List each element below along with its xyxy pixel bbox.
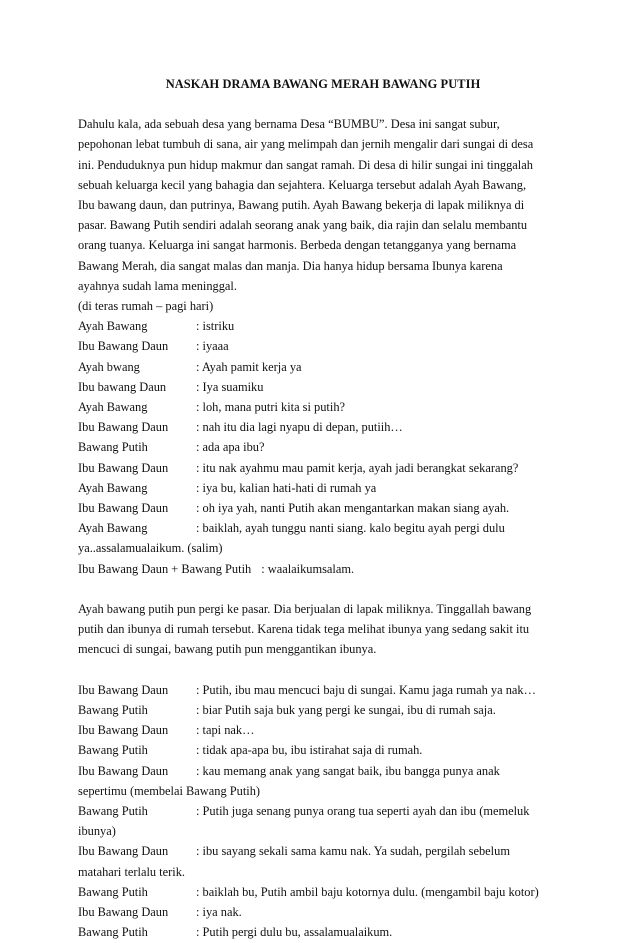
speech-text: : kau memang anak yang sangat baik, ibu bangga punya anak [196,763,500,778]
speaker-name: Ayah bwang [78,359,140,374]
speech-text: : iya bu, kalian hati-hati di rumah ya [196,480,377,495]
dialogue-continuation: ya..assalamualaikum. (salim) [78,541,223,556]
speech-text: : itu nak ayahmu mau pamit kerja, ayah jadi berangkat sekarang? [196,460,519,475]
dialogue-line [78,458,568,478]
speech-text: : Ayah pamit kerja ya [196,359,302,374]
dialogue-line [78,377,568,397]
speech-text: : oh iya yah, nanti Putih akan mengantarkan makan siang ayah. [196,501,510,516]
speech-text: : iya nak. [196,905,242,920]
text-line: pepohonan lebat tumbuh di sana, air yang melimpah dan jernih mengalir dari sungai di desa [78,137,534,152]
speech-text: : ibu sayang sekali sama kamu nak. Ya sudah, pergilah sebelum [196,844,510,859]
dialogue-line [78,437,568,457]
speaker-name: Ibu Bawang Daun [78,339,169,354]
dialogue-line [78,316,568,336]
document-title: NASKAH DRAMA BAWANG MERAH BAWANG PUTIH [165,77,481,91]
dialogue-scene-1 [78,316,568,579]
dialogue-line [78,841,568,861]
dialogue-line [78,417,568,437]
speaker-name: Bawang Putih [78,804,148,819]
speech-text: : baiklah, ayah tunggu nanti siang. kalo begitu ayah pergi dulu [196,521,505,536]
speaker-name: Ibu Bawang Daun [78,844,169,859]
speech-text: : loh, mana putri kita si putih? [196,400,346,415]
speech-text: : waalaikumsalam. [261,561,355,576]
dialogue-line [78,680,568,700]
dialogue-line [78,740,568,760]
text-line: Dahulu kala, ada sebuah desa yang bernama Desa “BUMBU”. Desa ini sangat subur, [78,117,500,132]
speaker-name: Ibu Bawang Daun [78,682,169,697]
speaker-name: Ibu Bawang Daun [78,420,169,435]
text-line: ini. Penduduknya pun hidup makmur dan sangat ramah. Di desa di hilir sungai ini tinggalah [78,157,533,172]
dialogue-line [78,336,568,356]
text-line: Ayah bawang putih pun pergi ke pasar. Dia berjualan di lapak miliknya. Tinggallah bawang [78,602,532,617]
speech-text: : biar Putih saja buk yang pergi ke sungai, ibu di rumah saja. [196,703,496,718]
dialogue-line [78,720,568,740]
dialogue-line [78,518,568,538]
text-line: putih dan ibunya di rumah tersebut. Karena tidak tega melihat ibunya yang sedang sakit itu [78,622,530,637]
dialogue-line [78,357,568,377]
speaker-name: Ibu Bawang Daun [78,460,169,475]
text-line: orang tuanya. Keluarga ini sangat harmonis. Berbeda dengan tetangganya yang bernama [78,238,517,253]
dialogue-continuation: matahari terlalu terik. [78,864,185,879]
speaker-name: Ayah Bawang [78,319,148,334]
dialogue-line [78,761,568,781]
speech-text: : Putih juga senang punya orang tua seperti ayah dan ibu (memeluk [196,804,530,819]
speech-text: : iyaaa [196,339,229,354]
intro-paragraph [78,114,568,316]
speech-text: : baiklah bu, Putih ambil baju kotornya dulu. (mengambil baju kotor) [196,884,539,899]
speech-text: : Putih, ibu mau mencuci baju di sungai. Kamu jaga rumah ya nak… [196,682,536,697]
text-line: pasar. Bawang Putih sendiri adalah seorang anak yang baik, dia rajin dan selalu membantu [78,218,528,233]
dialogue-line [78,801,568,821]
dialogue-line [78,498,568,518]
dialogue-line [78,882,568,902]
speaker-name: Ibu Bawang Daun [78,723,169,738]
speaker-name: Ibu Bawang Daun [78,501,169,516]
speaker-name: Ibu Bawang Daun + Bawang Putih [78,561,252,576]
speech-text: : nah itu dia lagi nyapu di depan, putiih… [196,420,403,435]
paragraph-gap [78,579,568,599]
speaker-name: Bawang Putih [78,743,148,758]
speech-text: : Putih pergi dulu bu, assalamualaikum. [196,925,393,940]
dialogue-continuation: ibunya) [78,824,116,839]
text-line: Bawang Merah, dia sangat malas dan manja. Dia hanya hidup bersama Ibunya karena [78,258,503,273]
dialogue-scene-2 [78,680,568,943]
text-line: Ibu bawang daun, dan putrinya, Bawang putih. Ayah Bawang bekerja di lapak miliknya di [78,198,525,213]
speech-text: : istriku [196,319,235,334]
speech-text: : ada apa ibu? [196,440,265,455]
speaker-name: Ibu Bawang Daun [78,905,169,920]
speaker-name: Bawang Putih [78,703,148,718]
document-page [78,74,568,943]
text-line: ayahnya sudah lama meninggal. [78,278,237,293]
speaker-name: Ibu bawang Daun [78,379,167,394]
paragraph-gap [78,660,568,680]
dialogue-line [78,478,568,498]
speech-text: : tidak apa-apa bu, ibu istirahat saja di rumah. [196,743,423,758]
dialogue-line [78,397,568,417]
dialogue-line [78,922,568,942]
speaker-name: Bawang Putih [78,884,148,899]
speech-text: : Iya suamiku [196,379,264,394]
dialogue-continuation: sepertimu (membelai Bawang Putih) [78,783,261,798]
narration-paragraph [78,599,568,660]
speaker-name: Bawang Putih [78,925,148,940]
speaker-name: Ibu Bawang Daun [78,763,169,778]
speaker-name: Ayah Bawang [78,400,148,415]
dialogue-line [78,700,568,720]
text-line: mencuci di sungai, bawang putih pun menggantikan ibunya. [78,642,377,657]
speaker-name: Bawang Putih [78,440,148,455]
speaker-name: Ayah Bawang [78,480,148,495]
dialogue-line [78,559,568,579]
stage-direction: (di teras rumah – pagi hari) [78,299,214,314]
text-line: sebuah keluarga kecil yang bahagia dan sejahtera. Keluarga tersebut adalah Ayah Bawang, [78,177,527,192]
speaker-name: Ayah Bawang [78,521,148,536]
dialogue-line [78,902,568,922]
speech-text: : tapi nak… [196,723,255,738]
